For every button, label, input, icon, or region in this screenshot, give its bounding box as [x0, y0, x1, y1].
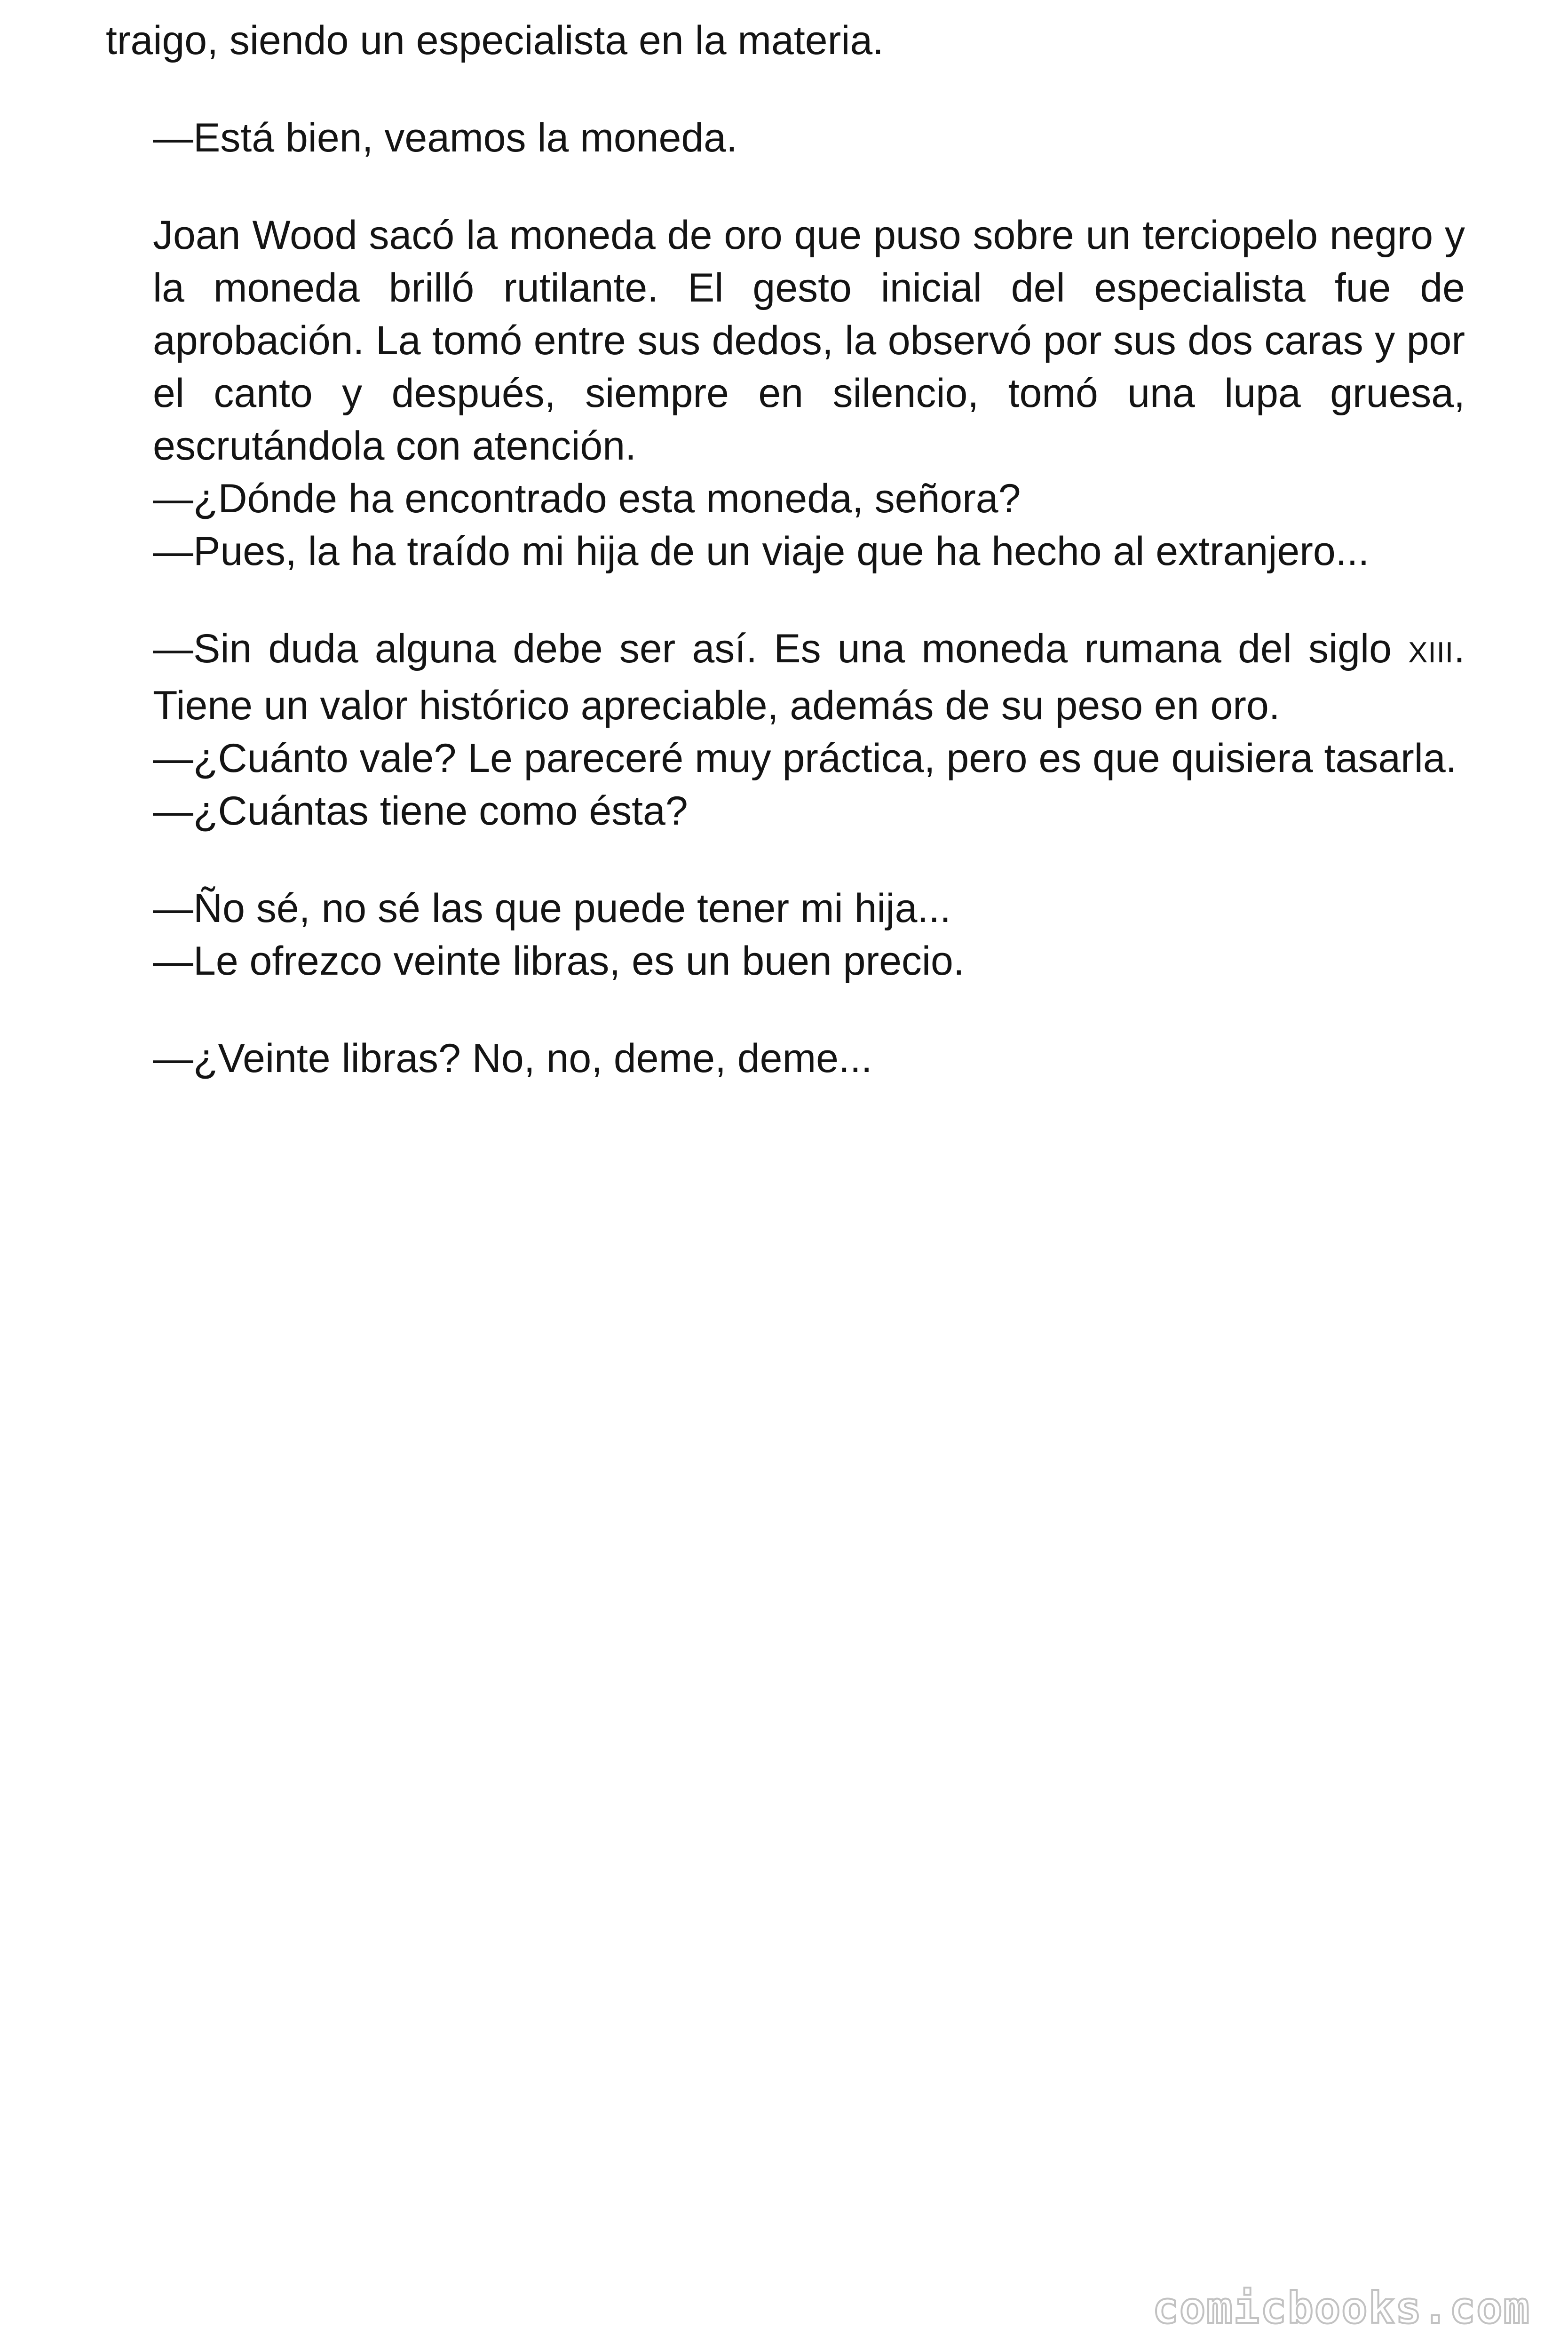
paragraph: —¿Veinte libras? No, no, deme, deme... [153, 1036, 872, 1081]
paragraph-text: —Sin duda alguna debe ser así. Es una moneda rumana del siglo [153, 626, 1409, 671]
century-numeral: XIII [1408, 636, 1454, 669]
text-body [106, 14, 1465, 1085]
paragraph: —¿Cuánto vale? Le pareceré muy práctica, pero es que quisiera tasarla. [153, 736, 1457, 781]
paragraph: —Ño sé, no sé las que puede tener mi hija... [153, 886, 951, 931]
paragraph: —¿Dónde ha encontrado esta moneda, señora? [153, 476, 1021, 521]
watermark: comicbooks.com [1152, 2283, 1530, 2333]
paragraph [106, 622, 1465, 732]
paragraph: —¿Cuántas tiene como ésta? [153, 788, 688, 834]
paragraph: Joan Wood sacó la moneda de oro que puso sobre un terciopelo negro y la moneda brilló rutilante. El gesto inicial del especialista fue de aprobación. La tomó entre sus dedos, la observó por sus dos caras y por el canto y después, siempre en silencio, tomó una lupa gruesa, escrutándola con atención. [153, 213, 1465, 469]
paragraph: —Está bien, veamos la moneda. [153, 115, 737, 160]
paragraph-text: . Tiene un valor histórico apreciable, además de su peso en oro. [153, 626, 1465, 728]
paragraph: —Pues, la ha traído mi hija de un viaje que ha hecho al extranjero... [153, 529, 1370, 574]
paragraph: —Le ofrezco veinte libras, es un buen precio. [153, 938, 965, 984]
paragraph: traigo, siendo un especialista en la materia. [106, 18, 884, 63]
